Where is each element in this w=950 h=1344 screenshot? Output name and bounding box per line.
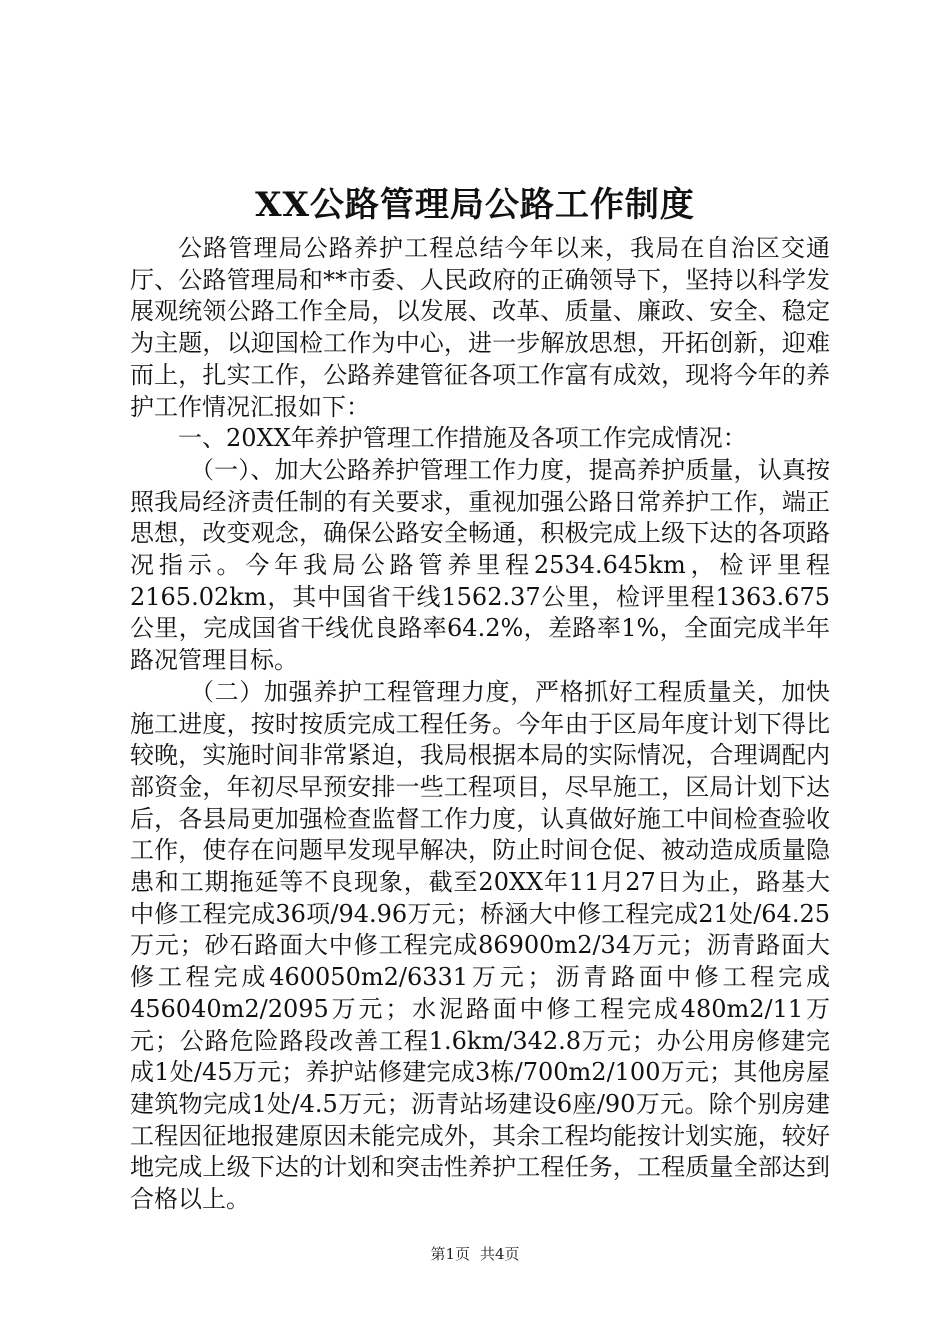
subsection-1-paragraph: （一）、加大公路养护管理工作力度，提高养护质量，认真按照我局经济责任制的有关要求，重视加强公路日常养护工作，端正思想，改变观念，确保公路安全畅通，积极完成上级下达的各项路况指示。今年我局公路管养里程2534.645km，检评里程2165.02km，其中国省干线1562.37公里，检评里程1363.675公里，完成国省干线优良路率64.2%，差路率1%，全面完成半年路况管理目标。 <box>130 455 830 675</box>
subsection-2-paragraph: （二）加强养护工程管理力度，严格抓好工程质量关，加快施工进度，按时按质完成工程任务。今年由于区局年度计划下得比较晚，实施时间非常紧迫，我局根据本局的实际情况，合理调配内部资金，年初尽早预安排一些工程项目，尽早施工，区局计划下达后，各县局更加强检查监督工作力度，认真做好施工中间检查验收工作，使存在问题早发现早解决，防止时间仓促、被动造成质量隐患和工期拖延等不良现象，截至20XX年11月27日为止，路基大中修工程完成36项/94.96万元；桥涵大中修工程完成21处/64.25万元；砂石路面大中修工程完成86900m2/34万元；沥青路面大修工程完成460050m2/6331万元；沥青路面中修工程完成456040m2/2095万元；水泥路面中修工程完成480m2/11万元；公路危险路段改善工程1.6km/342.8万元；办公用房修建完成1处/45万元；养护站修建完成3栋/700m2/100万元；其他房屋建筑物完成1处/4.5万元；沥青站场建设6座/90万元。除个别房建工程因征地报建原因未能完成外，其余工程均能按计划实施，较好地完成上级下达的计划和突击性养护工程任务，工程质量全部达到合格以上。 <box>130 677 830 1214</box>
page-total: 共4页 <box>480 1245 520 1263</box>
document-title: XX公路管理局公路工作制度 <box>255 185 695 225</box>
section-heading: 一、20XX年养护管理工作措施及各项工作完成情况： <box>178 424 747 453</box>
document-body <box>130 233 830 1216</box>
page-number: 第1页 <box>430 1245 470 1263</box>
intro-paragraph: 公路管理局公路养护工程总结今年以来，我局在自治区交通厅、公路管理局和**市委、人民政府的正确领导下，坚持以科学发展观统领公路工作全局，以发展、改革、质量、廉政、安全、稳定为主题，以迎国检工作为中心，进一步解放思想，开拓创新，迎难而上，扎实工作，公路养建管征各项工作富有成效，现将今年的养护工作情况汇报如下： <box>130 234 830 421</box>
page-footer <box>0 1244 950 1264</box>
